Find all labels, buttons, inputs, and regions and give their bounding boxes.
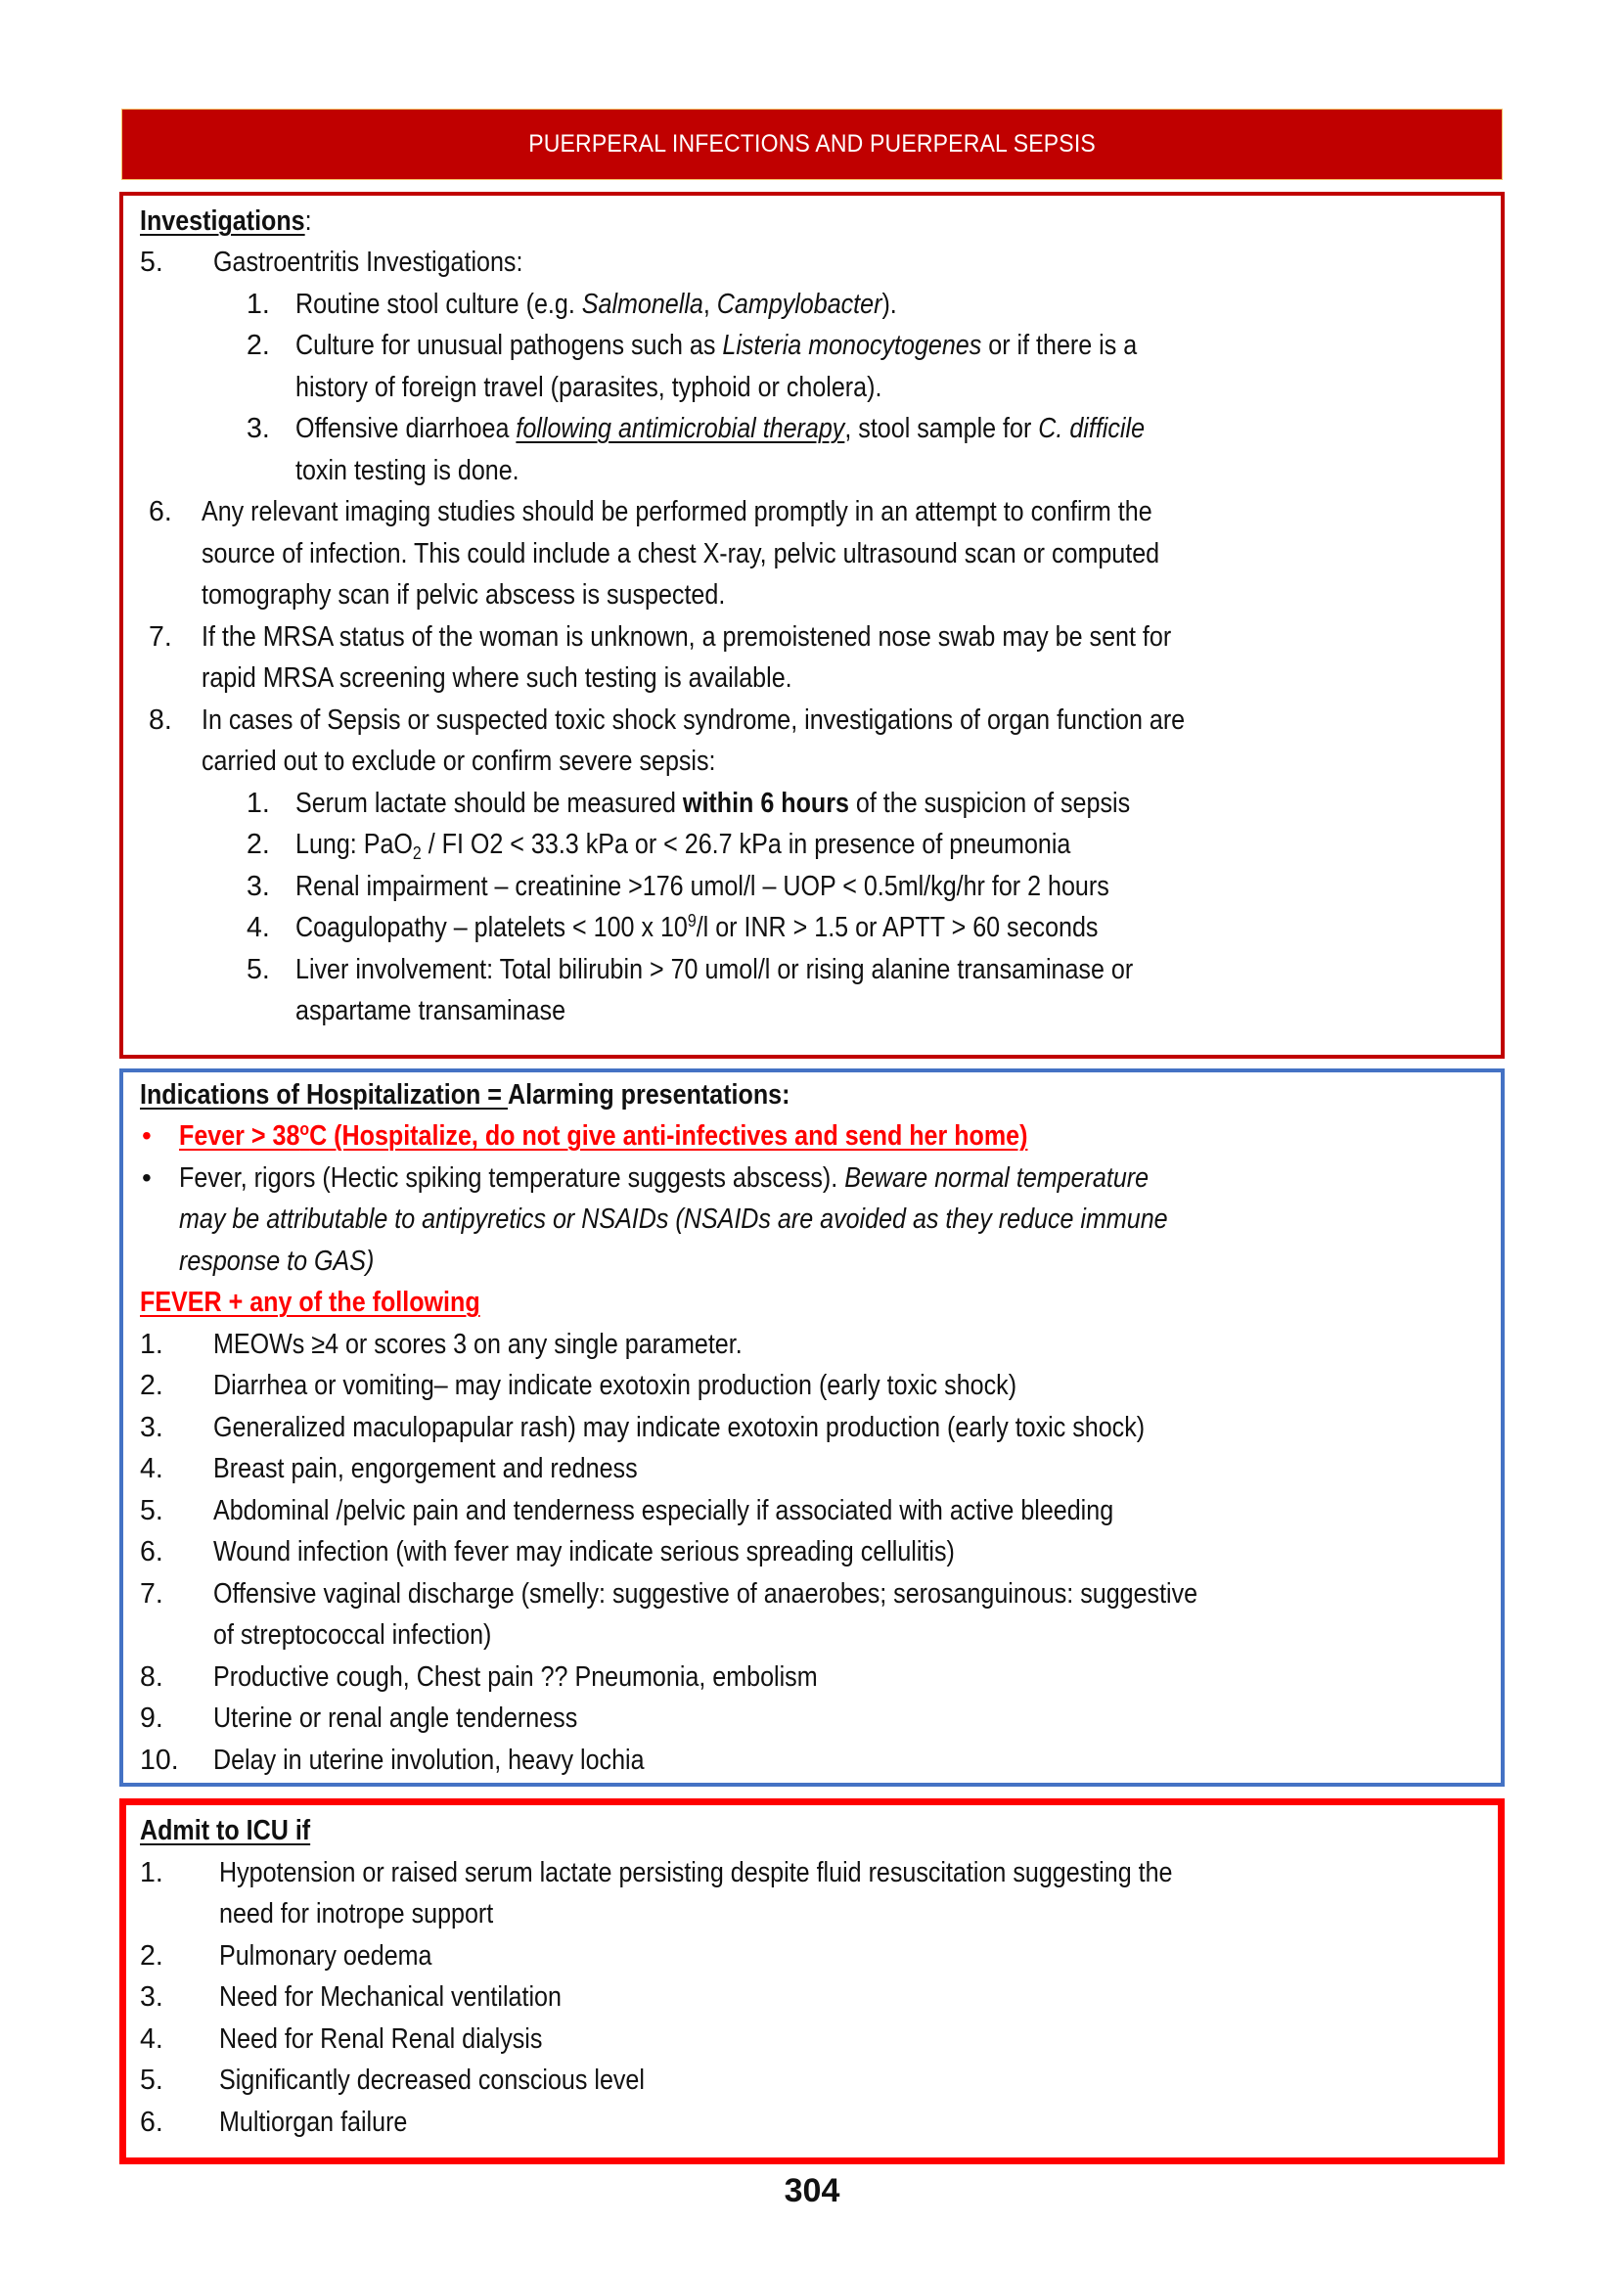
list-number: 1. bbox=[140, 1857, 163, 1888]
list-number: 8. bbox=[149, 704, 172, 736]
list-item: Hypotension or raised serum lactate persisting despite fluid resuscitation suggesting the bbox=[219, 1857, 1173, 1888]
list-item-continuation: carried out to exclude or confirm severe sepsis: bbox=[202, 746, 716, 777]
list-item: Productive cough, Chest pain ?? Pneumonia, embolism bbox=[213, 1661, 818, 1693]
list-number: 1. bbox=[247, 788, 270, 819]
list-number: 7. bbox=[149, 621, 172, 653]
list-number: 3. bbox=[247, 413, 270, 444]
list-item: Coagulopathy – platelets < 100 x $10^9/l$ or INR > 1.5 or APTT > 60 seconds bbox=[295, 911, 1099, 943]
list-item: Offensive vaginal discharge (smelly: suggestive of anaerobes; serosanguinous: suggestive bbox=[213, 1578, 1198, 1610]
page-number: 304 bbox=[784, 2172, 840, 2209]
list-item: If the MRSA status of the woman is unknown, a premoistened nose swab may be sent for bbox=[202, 621, 1172, 653]
list-number: 6. bbox=[140, 1536, 163, 1567]
list-number: 3. bbox=[247, 871, 270, 902]
list-number: 8. bbox=[140, 1661, 163, 1693]
list-item: In cases of Sepsis or suspected toxic shock syndrome, investigations of organ function are bbox=[202, 704, 1186, 736]
list-number: 6. bbox=[149, 496, 172, 527]
list-item: Generalized maculopapular rash) may indicate exotoxin production (early toxic shock) bbox=[213, 1412, 1146, 1443]
list-item: Serum lactate should be measured within 6 hours of the suspicion of sepsis bbox=[295, 788, 1131, 819]
list-number: 2. bbox=[247, 330, 270, 361]
list-number: 4. bbox=[247, 912, 270, 943]
list-number: 4. bbox=[140, 2023, 163, 2055]
investigations-heading: Investigations: bbox=[140, 205, 312, 237]
list-number: 5. bbox=[140, 2065, 163, 2096]
list-item: Need for Mechanical ventilation bbox=[219, 1981, 562, 2013]
list-item: Diarrhea or vomiting– may indicate exotoxin production (early toxic shock) bbox=[213, 1370, 1017, 1401]
bullet-icon: • bbox=[142, 1120, 152, 1151]
list-item: Culture for unusual pathogens such as Listeria monocytogenes or if there is a bbox=[295, 330, 1138, 361]
list-item: Fever, rigors (Hectic spiking temperature suggests abscess). Beware normal temperature bbox=[179, 1162, 1150, 1194]
list-number: 2. bbox=[247, 829, 270, 860]
list-number: 1. bbox=[140, 1329, 163, 1360]
list-item: MEOWs ≥4 or scores 3 on any single parameter. bbox=[213, 1329, 743, 1360]
list-item: Delay in uterine involution, heavy lochia bbox=[213, 1745, 645, 1776]
list-item-continuation: rapid MRSA screening where such testing is available. bbox=[202, 662, 792, 694]
list-number: 3. bbox=[140, 1981, 163, 2013]
list-item: Pulmonary oedema bbox=[219, 1940, 432, 1972]
hospitalization-heading: Indications of Hospitalization = Alarming presentations: bbox=[140, 1079, 790, 1111]
fever-alert-bullet: Fever > $38^oC$ (Hospitalize, do not give anti-infectives and send her home) bbox=[179, 1119, 1028, 1152]
list-number: 4. bbox=[140, 1453, 163, 1484]
list-item-continuation: toxin testing is done. bbox=[295, 455, 519, 486]
list-number: 3. bbox=[140, 1412, 163, 1443]
list-item: Any relevant imaging studies should be performed promptly in an attempt to confirm the bbox=[202, 496, 1152, 527]
list-number: 9. bbox=[140, 1702, 163, 1734]
list-item: Renal impairment – creatinine >176 umol/l – UOP < 0.5ml/kg/hr for 2 hours bbox=[295, 871, 1109, 902]
list-item: Lung: PaO$_2$ / FI O2 < 33.3 kPa or < 26.7 kPa in presence of pneumonia bbox=[295, 829, 1071, 863]
list-item-continuation: of streptococcal infection) bbox=[213, 1619, 492, 1651]
list-number: 2. bbox=[140, 1940, 163, 1972]
list-item: Need for Renal Renal dialysis bbox=[219, 2023, 543, 2055]
section-title-banner bbox=[121, 109, 1503, 180]
fever-criteria-heading: FEVER + any of the following bbox=[140, 1287, 480, 1318]
list-item-continuation: need for inotrope support bbox=[219, 1898, 494, 1930]
list-item: Significantly decreased conscious level bbox=[219, 2065, 645, 2096]
bullet-icon: • bbox=[142, 1162, 152, 1193]
list-item-continuation: source of infection. This could include a chest X-ray, pelvic ultrasound scan or computed bbox=[202, 538, 1160, 569]
list-number: 5. bbox=[247, 954, 270, 985]
list-number: 6. bbox=[140, 2107, 163, 2138]
icu-heading: Admit to ICU if bbox=[140, 1815, 311, 1846]
list-item-continuation: history of foreign travel (parasites, typhoid or cholera). bbox=[295, 372, 882, 403]
list-item: Wound infection (with fever may indicate serious spreading cellulitis) bbox=[213, 1536, 955, 1567]
section-title: PUERPERAL INFECTIONS AND PUERPERAL SEPSIS bbox=[528, 130, 1096, 158]
list-item: Offensive diarrhoea following antimicrobial therapy, stool sample for C. difficile bbox=[295, 413, 1146, 444]
list-number: 2. bbox=[140, 1370, 163, 1401]
list-item: Liver involvement: Total bilirubin > 70 umol/l or rising alanine transaminase or bbox=[295, 954, 1134, 985]
list-item: Abdominal /pelvic pain and tenderness especially if associated with active bleeding bbox=[213, 1495, 1114, 1526]
list-item: Gastroentritis Investigations: bbox=[213, 247, 523, 278]
list-item-continuation: aspartame transaminase bbox=[295, 995, 566, 1026]
list-number: 5. bbox=[140, 1495, 163, 1526]
list-item: Multiorgan failure bbox=[219, 2107, 408, 2138]
list-item: Uterine or renal angle tenderness bbox=[213, 1702, 578, 1734]
list-item-continuation: tomography scan if pelvic abscess is suspected. bbox=[202, 579, 726, 611]
list-number: 7. bbox=[140, 1578, 163, 1610]
list-item-continuation: response to GAS) bbox=[179, 1246, 375, 1277]
list-item-continuation: may be attributable to antipyretics or NSAIDs (NSAIDs are avoided as they reduce immune bbox=[179, 1203, 1168, 1235]
list-item: Breast pain, engorgement and redness bbox=[213, 1453, 638, 1484]
list-number: 10. bbox=[140, 1745, 179, 1776]
list-item: Routine stool culture (e.g. Salmonella, Campylobacter). bbox=[295, 289, 897, 320]
list-number: 1. bbox=[247, 289, 270, 320]
list-number: 5. bbox=[140, 247, 163, 278]
